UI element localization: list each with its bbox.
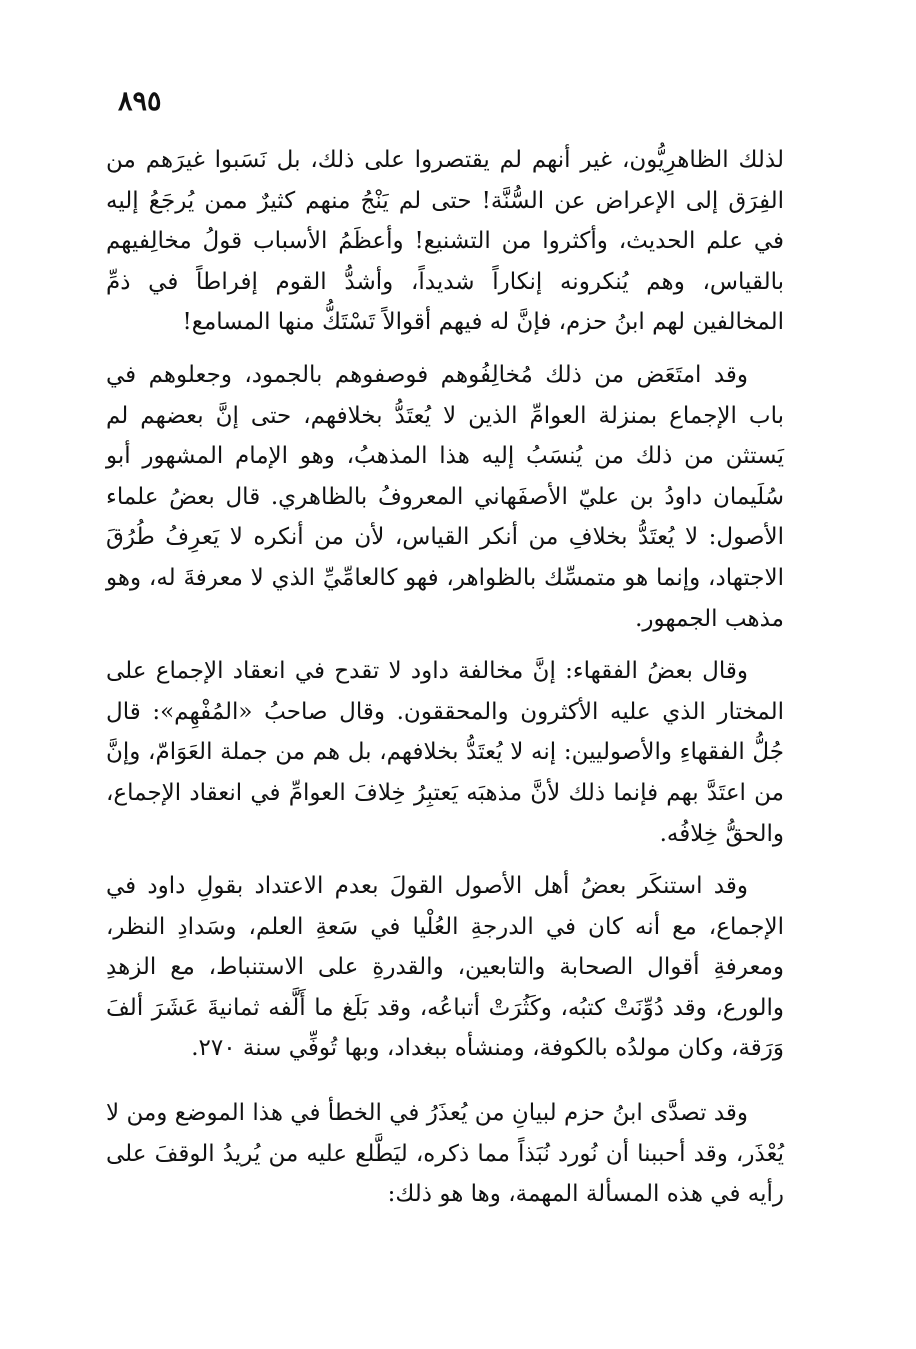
paragraph-5: وقد تصدَّى ابنُ حزم لبيانِ من يُعذَرُ في الخطأ في هذا الموضع ومن لا يُعْذَر، وقد أحببنا أن نُورد نُبَذاً مما ذكره، ليَطَّلع عليه من يُريدُ الوقفَ على رأيه في هذه المسألة المهمة، وها هو ذلك: bbox=[106, 1100, 784, 1208]
paragraph-1: لذلك الظاهرِيُّون، غير أنهم لم يقتصروا على ذلك، بل نَسَبوا غيرَهم من الفِرَق إلى الإعراض عن السُّنَّة! حتى لم يَنْجُ منهم كثيرٌ ممن يُرجَعُ إليه في علم الحديث، وأكثروا من التشنيع! وأعظَمُ الأسباب قولُ مخالِفيهم بالقياس، وهم يُنكرونه إنكاراً شديداً، وأشدُّ القوم إفراطاً في ذمِّ المخالفين لهم ابنُ حزم، فإنَّ له فيهم أقوالاً تَسْتَكُّ منها المسامع! bbox=[106, 147, 784, 336]
paragraph-2: وقد امتَعَض من ذلك مُخالِفُوهم فوصفوهم بالجمود، وجعلوهم في باب الإجماع بمنزلة العوامِّ الذين لا يُعتَدُّ بخلافهم، حتى إنَّ بعضهم لم يَستثن من ذلك من يُنسَبُ إليه هذا المذهبُ، وهو الإمام المشهور أبو سُلَيمان داودُ بن عليّ الأصفَهاني المعروفُ بالظاهري. قال بعضُ علماء الأصول: لا يُعتَدُّ بخلافِ من أنكر القياس، لأن من أنكره لا يَعرِفُ طُرُقَ الاجتهاد، وإنما هو متمسِّك بالظواهر، فهو كالعامِّيِّ الذي لا معرفةَ له، وهو مذهب الجمهور. bbox=[106, 361, 784, 632]
body-text bbox=[106, 140, 784, 1227]
page-number: ٨٩٥ bbox=[118, 86, 162, 117]
paragraph-4: وقد استنكَر بعضُ أهل الأصول القولَ بعدم الاعتداد بقولِ داود في الإجماع، مع أنه كان في الدرجةِ العُلْيا في سَعةِ العلم، وسَدادِ النظر، ومعرفةِ أقوال الصحابة والتابعين، والقدرةِ على الاستنباط، مع الزهدِ والورع، وقد دُوِّنَتْ كتبُه، وكَثُرَتْ أتباعُه، وقد بَلَغ ما أَلَّفه ثمانيةَ عَشَرَ ألفَ وَرَقة، وكان مولدُه بالكوفة، ومنشأه ببغداد، وبها تُوفِّي سنة ٢٧٠. bbox=[106, 873, 784, 1062]
paragraph-3: وقال بعضُ الفقهاء: إنَّ مخالفة داود لا تقدح في انعقاد الإجماع على المختار الذي عليه الأكثرون والمحققون. وقال صاحبُ «المُفْهِم»: قال جُلُّ الفقهاءِ والأصوليين: إنه لا يُعتَدُّ بخلافهم، بل هم من جملة العَوَامّ، وإنَّ من اعتَدَّ بهم فإنما ذلك لأنَّ مذهبَه يَعتبِرُ خِلافَ العوامِّ في انعقاد الإجماع، والحقُّ خِلافُه. bbox=[106, 658, 784, 847]
